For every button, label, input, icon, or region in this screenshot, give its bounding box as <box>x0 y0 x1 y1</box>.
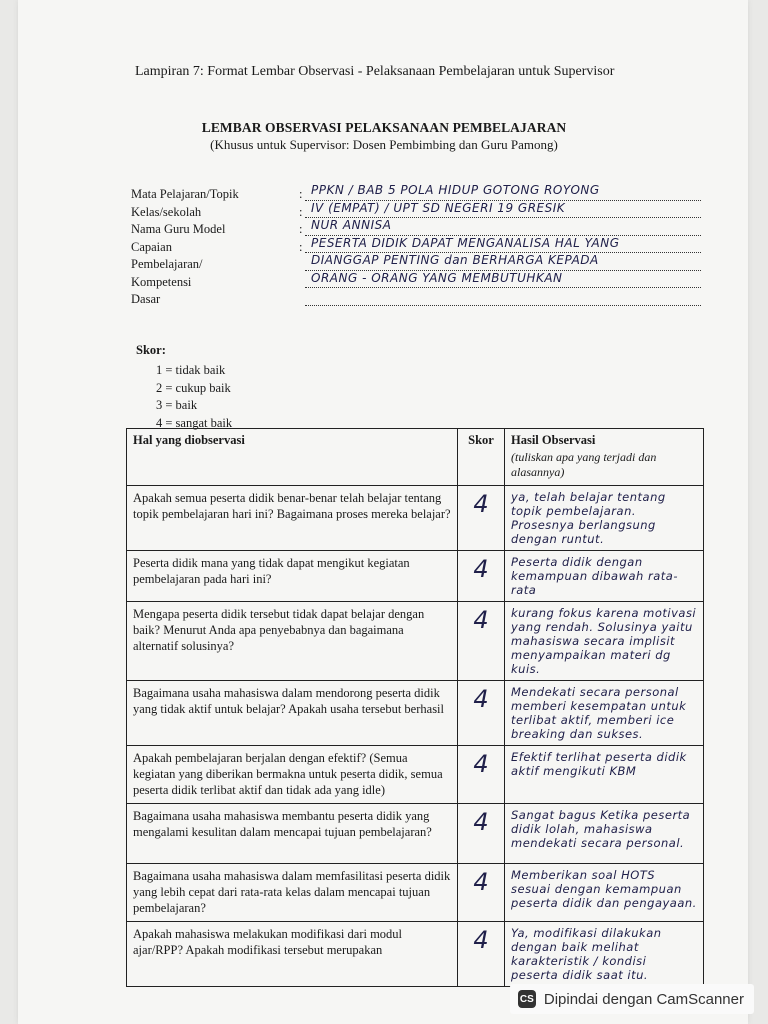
table-row <box>127 922 704 987</box>
score-cell: 4 <box>458 551 505 602</box>
question-cell: Bagaimana usaha mahasiswa dalam memfasilitasi peserta didik yang lebih cepat dari rata-rata kelas dalam mencapai tujuan pembelajaran? <box>127 864 458 922</box>
score-legend <box>136 343 232 432</box>
colon: : <box>299 187 303 201</box>
lampiran-heading: Lampiran 7: Format Lembar Observasi - Pelaksanaan Pembelajaran untuk Supervisor <box>135 64 615 79</box>
identity-form <box>131 185 731 308</box>
result-cell: Peserta didik dengan kemampuan dibawah rata-rata <box>505 551 704 602</box>
form-row-kompetensi <box>131 270 731 291</box>
colon: : <box>299 204 303 219</box>
document-title: LEMBAR OBSERVASI PELAKSANAAN PEMBELAJARAN <box>201 120 567 135</box>
form-label: Nama Guru Model <box>131 222 226 236</box>
table-row <box>127 681 704 746</box>
score-cell: 4 <box>458 486 505 551</box>
result-cell: Mendekati secara personal memberi kesempatan untuk terlibat aktif, memberi ice breaking dan sukses. <box>505 681 704 746</box>
table-row <box>127 486 704 551</box>
score-cell: 4 <box>458 746 505 804</box>
form-label: Mata Pelajaran/Topik <box>131 187 239 201</box>
table-row <box>127 551 704 602</box>
hasil-header-label: Hasil Observasi <box>511 433 596 447</box>
form-value: NUR ANNISA <box>311 218 392 232</box>
score-legend-item: 2 = cukup baik <box>156 380 231 395</box>
score-cell: 4 <box>458 602 505 681</box>
watermark-text: Dipindai dengan CamScanner <box>543 990 744 1008</box>
form-row-kelas <box>131 200 731 221</box>
camscanner-watermark <box>510 984 754 1014</box>
question-cell: Mengapa peserta didik tersebut tidak dapat belajar dengan baik? Menurut Anda apa penyebabnya dan bagaimana alternatif solusinya? <box>127 602 458 681</box>
result-cell: ya, telah belajar tentang topik pembelajaran. Prosesnya berlangsung dengan runtut. <box>505 486 704 551</box>
score-legend-heading: Skor: <box>136 343 166 357</box>
form-label: Pembelajaran/ <box>131 257 203 271</box>
result-cell: kurang fokus karena motivasi yang rendah. Solusinya yaitu mahasiswa secara implisit menyampaikan materi dg kuis. <box>505 602 704 681</box>
result-cell: Sangat bagus Ketika peserta didik lolah, mahasiswa mendekati secara personal. <box>505 804 704 864</box>
document-subtitle: (Khusus untuk Supervisor: Dosen Pembimbing dan Guru Pamong) <box>210 137 558 152</box>
form-value: ORANG - ORANG YANG MEMBUTUHKAN <box>311 270 563 285</box>
colon: : <box>299 239 303 254</box>
form-row-dasar <box>131 290 731 308</box>
table-row <box>127 804 704 864</box>
score-cell: 4 <box>458 681 505 746</box>
table-row <box>127 602 704 681</box>
score-legend-item: 1 = tidak baik <box>156 363 226 377</box>
question-cell: Bagaimana usaha mahasiswa membantu peserta didik yang mengalami kesulitan dalam mencapai tujuan pembelajaran? <box>127 804 458 864</box>
column-header-hasil <box>505 429 704 486</box>
result-cell: Memberikan soal HOTS sesuai dengan kemampuan peserta didik dan pengayaan. <box>505 864 704 922</box>
form-value: PESERTA DIDIK DAPAT MENGANALISA HAL YANG <box>311 235 620 250</box>
score-cell: 4 <box>458 922 505 987</box>
score-legend-item: 4 = sangat baik <box>156 415 233 430</box>
score-cell: 4 <box>458 804 505 864</box>
form-value: IV (EMPAT) / UPT SD NEGERI 19 GRESIK <box>311 200 566 215</box>
form-value: DIANGGAP PENTING dan BERHARGA KEPADA <box>311 253 599 267</box>
form-label: Kelas/sekolah <box>131 204 202 219</box>
hasil-header-note: (tuliskan apa yang terjadi dan alasannya) <box>511 450 657 479</box>
result-cell: Ya, modifikasi dilakukan dengan baik melihat karakteristik / kondisi peserta didik saat itu. <box>505 922 704 987</box>
form-value: PPKN / BAB 5 POLA HIDUP GOTONG ROYONG <box>311 183 600 197</box>
question-cell: Apakah mahasiswa melakukan modifikasi dari modul ajar/RPP? Apakah modifikasi tersebut merupakan <box>127 922 458 987</box>
dotted-line <box>305 286 701 288</box>
table-row <box>127 864 704 922</box>
question-cell: Peserta didik mana yang tidak dapat mengikut kegiatan pembelajaran pada hari ini? <box>127 551 458 602</box>
form-label: Dasar <box>131 292 161 306</box>
camscanner-logo-icon: CS <box>518 990 536 1008</box>
observation-table <box>126 428 704 987</box>
dotted-line <box>305 304 701 306</box>
question-cell: Apakah pembelajaran berjalan dengan efektif? (Semua kegiatan yang diberikan bermakna untuk peserta didik, semua peserta didik terlibat aktif dan tidak ada yang idle) <box>127 746 458 804</box>
question-cell: Apakah semua peserta didik benar-benar telah belajar tentang topik pembelajaran hari ini? Bagaimana proses mereka belajar? <box>127 486 458 551</box>
column-header-skor: Skor <box>458 429 505 486</box>
table-row <box>127 746 704 804</box>
form-label: Capaian <box>131 239 172 254</box>
score-cell: 4 <box>458 864 505 922</box>
form-label: Kompetensi <box>131 274 192 289</box>
column-header-hal: Hal yang diobservasi <box>127 429 458 486</box>
table-header-row <box>127 429 704 486</box>
question-cell: Bagaimana usaha mahasiswa dalam mendorong peserta didik yang tidak aktif untuk belajar? Apakah usaha tersebut berhasil <box>127 681 458 746</box>
colon: : <box>299 222 303 236</box>
score-legend-item: 3 = baik <box>156 398 198 412</box>
result-cell: Efektif terlihat peserta didik aktif mengikuti KBM <box>505 746 704 804</box>
